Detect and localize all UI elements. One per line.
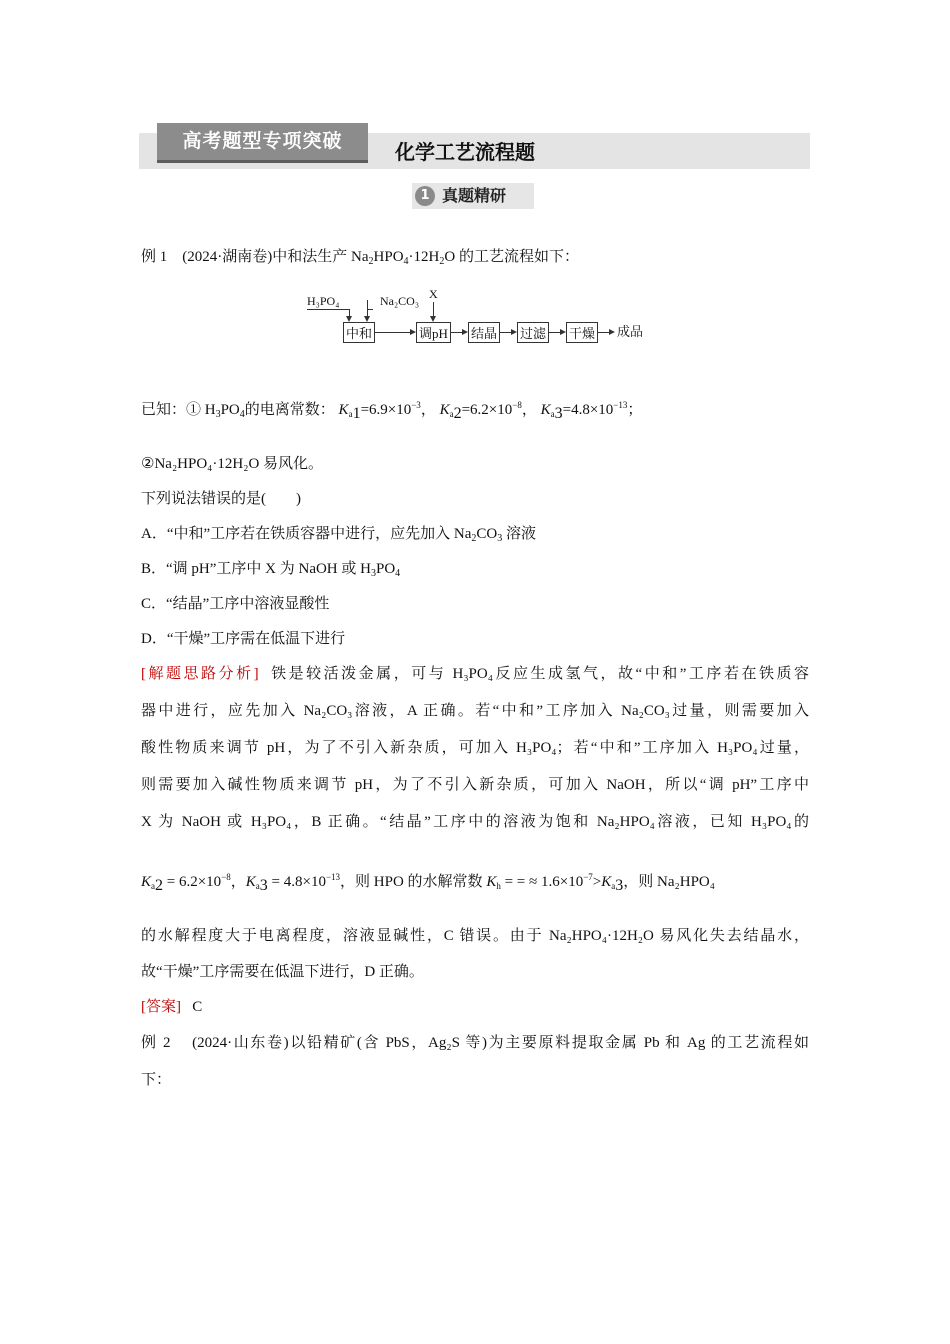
analysis-sep: ， — [230, 874, 246, 890]
analysis-gt: > — [592, 874, 602, 890]
example2-label: 例 2 — [141, 1035, 171, 1051]
answer-value: C — [192, 999, 203, 1015]
flow-output: 成品 — [617, 324, 644, 339]
flow-connector — [451, 332, 462, 333]
header-tab-label: 高考题型专项突破 — [182, 130, 343, 152]
answer-label: [答案] — [141, 999, 181, 1015]
analysis-line-1 — [141, 664, 809, 684]
analysis-ka3: = 4.8×10 — [267, 874, 326, 890]
analysis-line-5: X 为 NaOH 或 H₃PO₄，B 正确。“结晶”工序中的溶液为饱和 Na₂HPO₄溶液，已知 H₃PO₄的 — [141, 814, 809, 830]
example2-line-2: 下： — [141, 1072, 172, 1088]
option-d: D．“干燥”工序需在低温下进行 — [141, 631, 346, 647]
flow-connector — [598, 332, 609, 333]
analysis-kh-intro: ，则 HPO 的水解常数 — [340, 874, 487, 890]
flow-step-dry: 干燥 — [566, 322, 598, 343]
flow-input-na2co3: Na₂CO₃ — [380, 294, 420, 308]
ka2-exponent: −8 — [512, 400, 522, 410]
example2-text-1: (2024·山东卷)以铅精矿(含 PbS，Ag₂S 等)为主要原料提取金属 Pb 和 Ag 的工艺流程如 — [192, 1035, 809, 1051]
ka2-value: =6.2×10 — [461, 402, 513, 418]
flow-connector — [549, 332, 560, 333]
analysis-ka2: = 6.2×10 — [163, 874, 222, 890]
analysis-line-4: 则需要加入碱性物质来调节 pH，为了不引入新杂质，可加入 NaOH，所以“调 pH”工序中 — [141, 777, 809, 793]
arrow-right-icon — [462, 329, 468, 335]
ka3-exponent: −13 — [613, 400, 628, 410]
analysis-line-7: 的水解程度大于电离程度，溶液显碱性，C 错误。由于 Na₂HPO₄·12H₂O 易风化失去结晶水， — [141, 928, 809, 944]
flow-connector — [500, 332, 511, 333]
arrow-right-icon — [560, 329, 566, 335]
page-title: 化学工艺流程题 — [395, 140, 535, 164]
option-b: B．“调 pH”工序中 X 为 NaOH 或 $H_3PO_4$ — [141, 561, 401, 579]
analysis-line-2: 器中进行，应先加入 Na₂CO₃溶液，A 正确。若“中和”工序加入 Na₂CO₃过量，则需要加入 — [141, 703, 809, 719]
known1-end: ； — [627, 402, 643, 418]
example2-line-1 — [141, 1033, 809, 1053]
example1-text-c: ·12H — [408, 249, 440, 265]
example1-text-a: 中和法生产 Na — [272, 249, 369, 265]
flow-connector — [307, 309, 349, 310]
example1-text-b: HPO — [373, 249, 404, 265]
option-a-text: A．“中和”工序若在铁质容器中进行，应先加入 Na — [141, 526, 472, 542]
analysis-kh-value: ≈ 1.6×10 — [529, 874, 584, 890]
known1-text-a: 已知：① H — [141, 402, 216, 418]
analysis-eq-1: = — [500, 874, 517, 890]
example1-label: 例 1 — [141, 249, 168, 265]
ka3-value: =4.8×10 — [562, 402, 614, 418]
example1-intro: 例 1 (2024·湖南卷)中和法生产 $Na_2HPO_4\cdot 12H_2O$ 的工艺流程如下： — [141, 249, 579, 267]
analysis-eq-2: = — [516, 874, 530, 890]
known-condition-1: 已知：① $H_3PO_4$的电离常数： $K_a1=6.9\times 10^{-3}$， $K_a2=6.2\times 10^{-8}$， $K_a3=4.8\times 10^{-13}$； — [141, 400, 643, 422]
known1-text-c: 的电离常数： — [244, 402, 335, 418]
flow-connector — [433, 302, 434, 316]
flow-step-adjust-ph: 调pH — [416, 322, 451, 343]
flow-input-h3po4: H₃PO₄ — [307, 294, 340, 308]
analysis-line6-end: ，则 Na₂HPO₄ — [623, 874, 715, 890]
option-c: C．“结晶”工序中溶液显酸性 — [141, 596, 330, 612]
known-condition-2: ②Na₂HPO₄·12H₂O 易风化。 — [141, 456, 324, 472]
ka1-value: =6.9×10 — [360, 402, 412, 418]
flow-step-crystallize: 结晶 — [468, 322, 500, 343]
example1-text-d: O 的工艺流程如下： — [444, 249, 579, 265]
option-a: A．“中和”工序若在铁质容器中进行，应先加入 $Na_2CO_3$ 溶液 — [141, 526, 536, 544]
arrow-right-icon — [511, 329, 517, 335]
question-stem: 下列说法错误的是( ) — [141, 491, 301, 507]
known1-text-b: PO — [220, 402, 240, 418]
flow-step-neutralize: 中和 — [343, 322, 375, 343]
flow-connector — [375, 332, 410, 333]
analysis-line-6: $K_a2 = 6.2\times 10^{-8}$，$K_a3 = 4.8\times 10^{-13}$，则 HPO 的水解常数 $K_h$ = = ≈ $1.6\times 10^{-7}>K_a3$，则 Na₂HPO₄ — [141, 872, 715, 894]
option-b-text: B．“调 pH”工序中 X 为 NaOH 或 H — [141, 561, 371, 577]
analysis-kh-exp: −7 — [583, 872, 593, 882]
arrow-right-icon — [410, 329, 416, 335]
analysis-line-8: 故“干燥”工序需要在低温下进行，D 正确。 — [141, 964, 424, 980]
flow-connector — [367, 300, 368, 309]
section-number-icon: 1 — [415, 186, 435, 206]
analysis-line-3: 酸性物质来调节 pH，为了不引入新杂质，可加入 H₃PO₄；若“中和”工序加入 H₃PO₄过量， — [141, 740, 809, 756]
flow-step-filter: 过滤 — [517, 322, 549, 343]
analysis-text-1: 铁是较活泼金属，可与 H₃PO₄反应生成氢气，故“中和”工序若在铁质容 — [271, 666, 809, 682]
analysis-label: [解题思路分析] — [141, 666, 259, 682]
answer-line — [141, 997, 202, 1017]
flow-input-x: X — [429, 287, 438, 301]
analysis-ka3-exp: −13 — [325, 872, 341, 882]
example1-source: (2024·湖南卷) — [182, 249, 273, 265]
analysis-ka2-exp: −8 — [221, 872, 231, 882]
section-title: 真题精研 — [442, 186, 507, 205]
arrow-right-icon — [609, 329, 615, 335]
option-a-text-end: 溶液 — [505, 526, 536, 542]
ka1-exponent: −3 — [411, 400, 421, 410]
